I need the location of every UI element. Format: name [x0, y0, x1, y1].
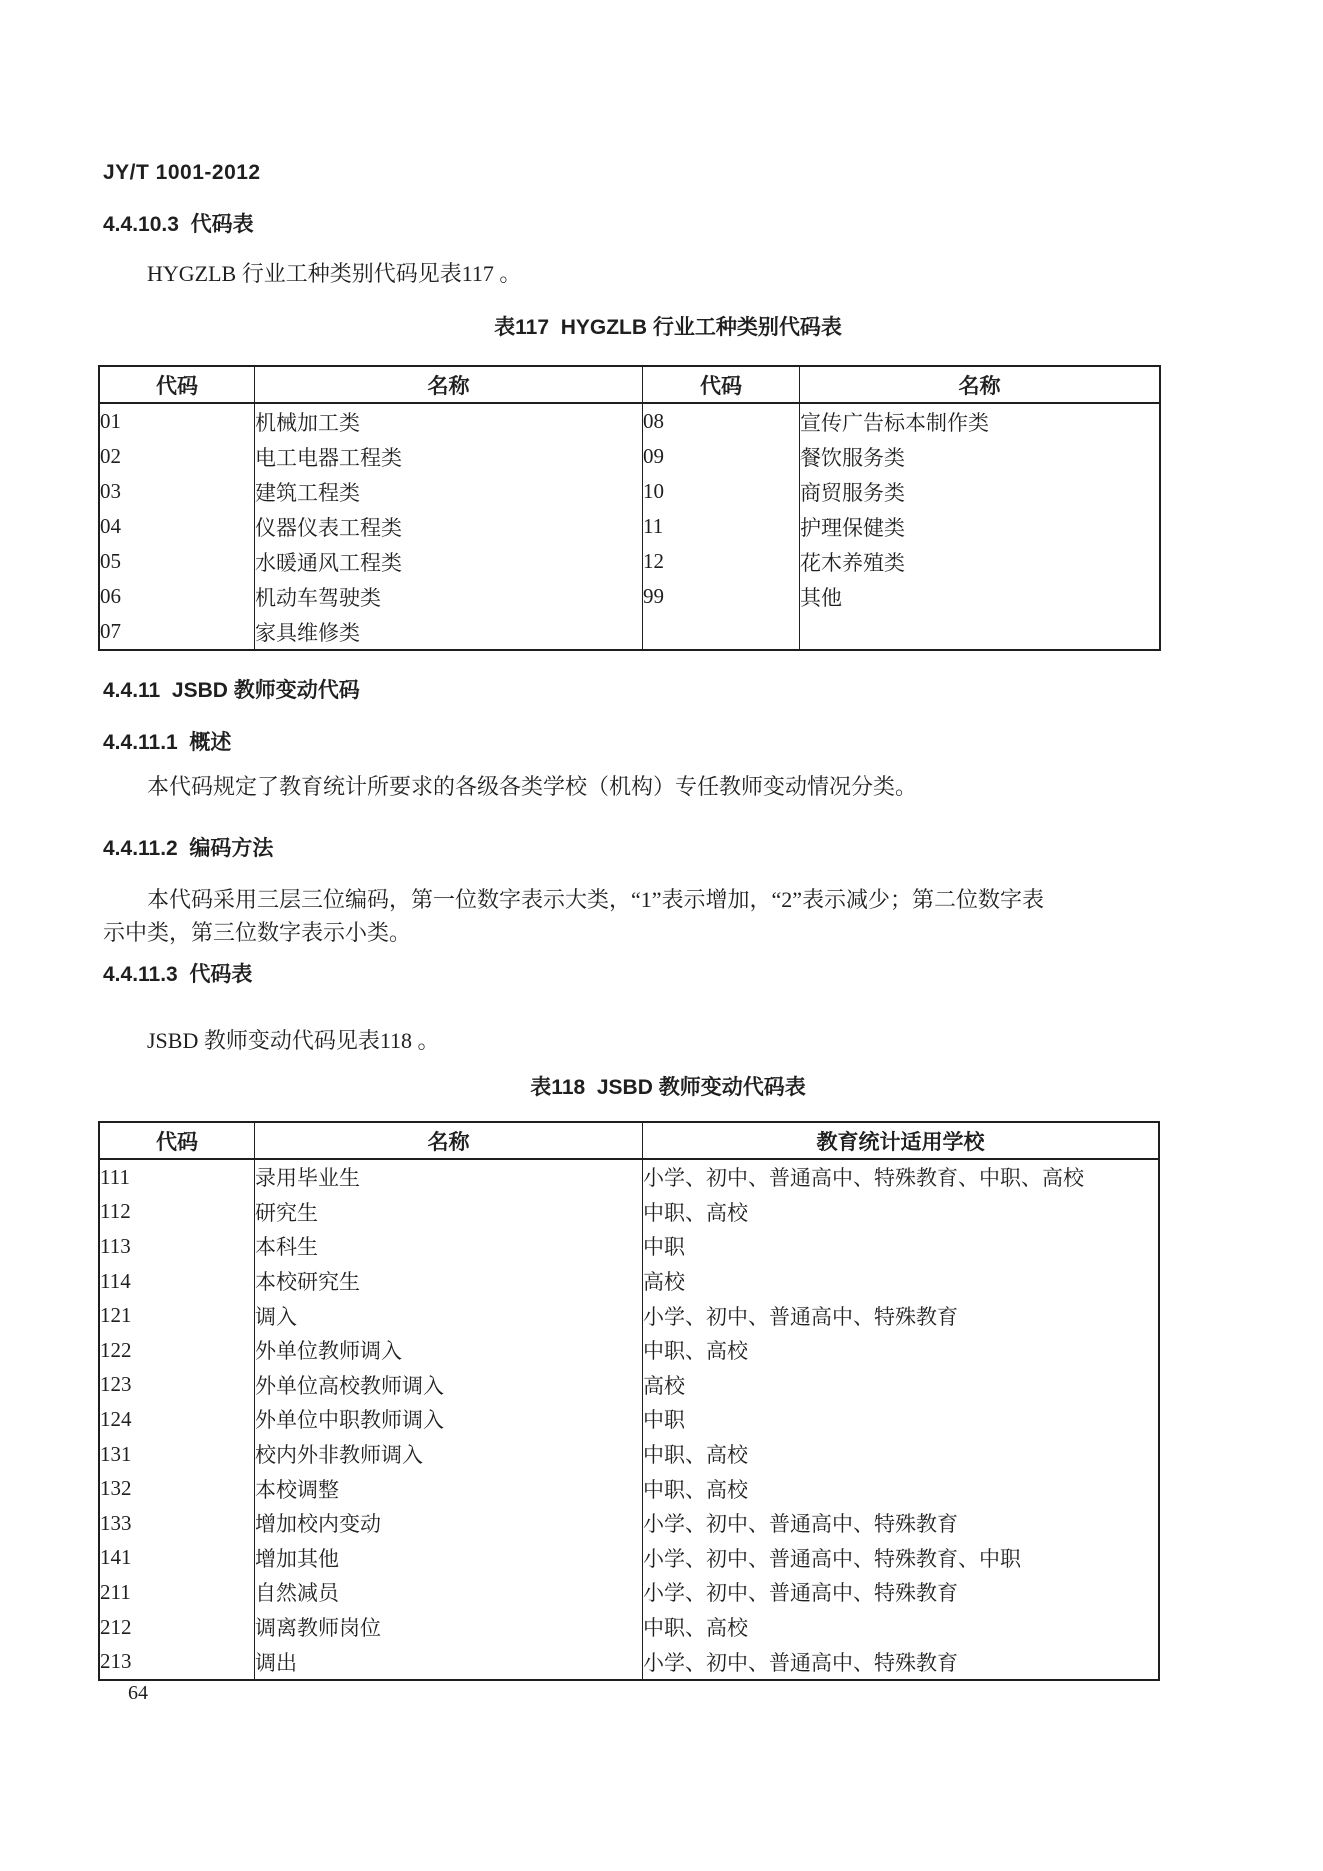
code-cell: 141 [100, 1545, 132, 1570]
name-cell: 外单位教师调入 [255, 1333, 643, 1368]
heading-4-4-11: 4.4.11 JSBD 教师变动代码 [103, 679, 360, 702]
name-cell: 调离教师岗位 [255, 1610, 643, 1645]
paragraph-jsbd-ref: JSBD 教师变动代码见表118 。 [147, 1028, 440, 1053]
table118-body [99, 1159, 1159, 1680]
heading-4-4-11-3: 4.4.11.3 代码表 [103, 963, 253, 986]
schools-cell: 中职、高校 [643, 1195, 1160, 1230]
table117-head [99, 366, 1160, 403]
code-cell: 211 [100, 1579, 131, 1604]
table-row [99, 474, 1160, 509]
column-header-code: 代码 [643, 366, 800, 403]
code-cell: 05 [100, 549, 121, 573]
name-cell: 仪器仪表工程类 [255, 509, 643, 544]
table-row [99, 403, 1160, 439]
name-cell: 机械加工类 [255, 403, 643, 439]
column-header-name: 名称 [800, 366, 1161, 403]
name-cell: 餐饮服务类 [800, 439, 1161, 474]
table117-body [99, 403, 1160, 650]
table117-caption: 表117 HYGZLB 行业工种类别代码表 [494, 316, 842, 339]
name-cell: 外单位中职教师调入 [255, 1402, 643, 1437]
name-cell: 本校调整 [255, 1471, 643, 1506]
code-cell: 07 [100, 619, 121, 643]
paragraph-line: 示中类，第三位数字表示小类。 [103, 920, 412, 945]
table118-head [99, 1122, 1159, 1159]
heading-4-4-11-1: 4.4.11.1 概述 [103, 731, 232, 754]
schools-cell: 小学、初中、普通高中、特殊教育 [643, 1575, 1160, 1610]
name-cell: 宣传广告标本制作类 [800, 403, 1161, 439]
code-cell: 121 [100, 1303, 132, 1328]
schools-cell: 小学、初中、普通高中、特殊教育 [643, 1298, 1160, 1333]
table-row [99, 1229, 1159, 1264]
table-row [99, 1333, 1159, 1368]
schools-cell: 中职 [643, 1229, 1160, 1264]
table-row [99, 579, 1160, 614]
table-row [99, 1368, 1159, 1403]
table-row [99, 1644, 1159, 1680]
code-cell: 09 [643, 439, 800, 474]
name-cell: 花木养殖类 [800, 544, 1161, 579]
schools-cell: 高校 [643, 1264, 1160, 1299]
name-cell: 增加其他 [255, 1541, 643, 1576]
table-row [99, 1437, 1159, 1472]
paragraph-coding-method [103, 883, 1233, 949]
schools-cell: 小学、初中、普通高中、特殊教育 [643, 1644, 1160, 1680]
name-cell: 电工电器工程类 [255, 439, 643, 474]
name-cell: 本科生 [255, 1229, 643, 1264]
code-cell: 132 [100, 1476, 132, 1501]
table-row [99, 1506, 1159, 1541]
name-cell: 自然减员 [255, 1575, 643, 1610]
name-cell: 本校研究生 [255, 1264, 643, 1299]
name-cell: 研究生 [255, 1195, 643, 1230]
paragraph-line: 本代码采用三层三位编码，第一位数字表示大类，“1”表示增加，“2”表示减少；第二位数字表 [147, 887, 1045, 912]
name-cell [800, 614, 1161, 650]
schools-cell: 中职、高校 [643, 1333, 1160, 1368]
schools-cell: 中职 [643, 1402, 1160, 1437]
code-cell: 213 [100, 1649, 132, 1674]
code-cell: 11 [643, 509, 800, 544]
table-row [99, 544, 1160, 579]
code-cell: 114 [100, 1268, 131, 1293]
name-cell: 水暖通风工程类 [255, 544, 643, 579]
table-row [99, 1298, 1159, 1333]
code-cell: 03 [100, 479, 121, 503]
schools-cell: 中职、高校 [643, 1437, 1160, 1472]
column-header-schools: 教育统计适用学校 [643, 1122, 1160, 1159]
name-cell: 其他 [800, 579, 1161, 614]
name-cell: 增加校内变动 [255, 1506, 643, 1541]
schools-cell: 小学、初中、普通高中、特殊教育 [643, 1506, 1160, 1541]
name-cell: 外单位高校教师调入 [255, 1368, 643, 1403]
column-header-code: 代码 [99, 1122, 255, 1159]
name-cell: 录用毕业生 [255, 1159, 643, 1195]
table117 [98, 365, 1161, 651]
name-cell: 调出 [255, 1644, 643, 1680]
name-cell: 家具维修类 [255, 614, 643, 650]
schools-cell: 中职、高校 [643, 1471, 1160, 1506]
table-header-row [99, 1122, 1159, 1159]
table118-caption: 表118 JSBD 教师变动代码表 [530, 1076, 806, 1099]
code-cell: 133 [100, 1510, 132, 1535]
code-cell: 02 [100, 444, 121, 468]
schools-cell: 小学、初中、普通高中、特殊教育、中职、高校 [643, 1159, 1160, 1195]
code-cell [643, 614, 800, 650]
table-row [99, 1264, 1159, 1299]
name-cell: 调入 [255, 1298, 643, 1333]
code-cell: 122 [100, 1337, 132, 1362]
code-cell: 124 [100, 1406, 132, 1431]
name-cell: 商贸服务类 [800, 474, 1161, 509]
table-row [99, 1159, 1159, 1195]
name-cell: 机动车驾驶类 [255, 579, 643, 614]
code-cell: 10 [643, 474, 800, 509]
table-header-row [99, 366, 1160, 403]
heading-4-4-10-3: 4.4.10.3 代码表 [103, 213, 254, 236]
table-row [99, 614, 1160, 650]
table-row [99, 1610, 1159, 1645]
name-cell: 护理保健类 [800, 509, 1161, 544]
name-cell: 建筑工程类 [255, 474, 643, 509]
code-cell: 01 [100, 409, 121, 433]
table-row [99, 1402, 1159, 1437]
code-cell: 131 [100, 1441, 132, 1466]
name-cell: 校内外非教师调入 [255, 1437, 643, 1472]
column-header-name: 名称 [255, 1122, 643, 1159]
schools-cell: 小学、初中、普通高中、特殊教育、中职 [643, 1541, 1160, 1576]
code-cell: 99 [643, 579, 800, 614]
paragraph-overview: 本代码规定了教育统计所要求的各级各类学校（机构）专任教师变动情况分类。 [147, 774, 918, 799]
table-row [99, 1195, 1159, 1230]
table-row [99, 439, 1160, 474]
code-cell: 113 [100, 1233, 131, 1258]
table-row [99, 1575, 1159, 1610]
standard-number: JY/T 1001-2012 [103, 161, 261, 184]
column-header-code: 代码 [99, 366, 255, 403]
code-cell: 08 [643, 403, 800, 439]
code-cell: 111 [100, 1164, 130, 1189]
schools-cell: 高校 [643, 1368, 1160, 1403]
table-row [99, 1471, 1159, 1506]
code-cell: 06 [100, 584, 121, 608]
paragraph-hygzlb-ref: HYGZLB 行业工种类别代码见表117 。 [147, 261, 522, 286]
code-cell: 12 [643, 544, 800, 579]
schools-cell: 中职、高校 [643, 1610, 1160, 1645]
code-cell: 123 [100, 1372, 132, 1397]
code-cell: 04 [100, 514, 121, 538]
table-row [99, 509, 1160, 544]
column-header-name: 名称 [255, 366, 643, 403]
heading-4-4-11-2: 4.4.11.2 编码方法 [103, 837, 274, 860]
code-cell: 112 [100, 1199, 131, 1224]
code-cell: 212 [100, 1614, 132, 1639]
table-row [99, 1541, 1159, 1576]
page-number: 64 [128, 1681, 148, 1704]
table118 [98, 1121, 1160, 1681]
